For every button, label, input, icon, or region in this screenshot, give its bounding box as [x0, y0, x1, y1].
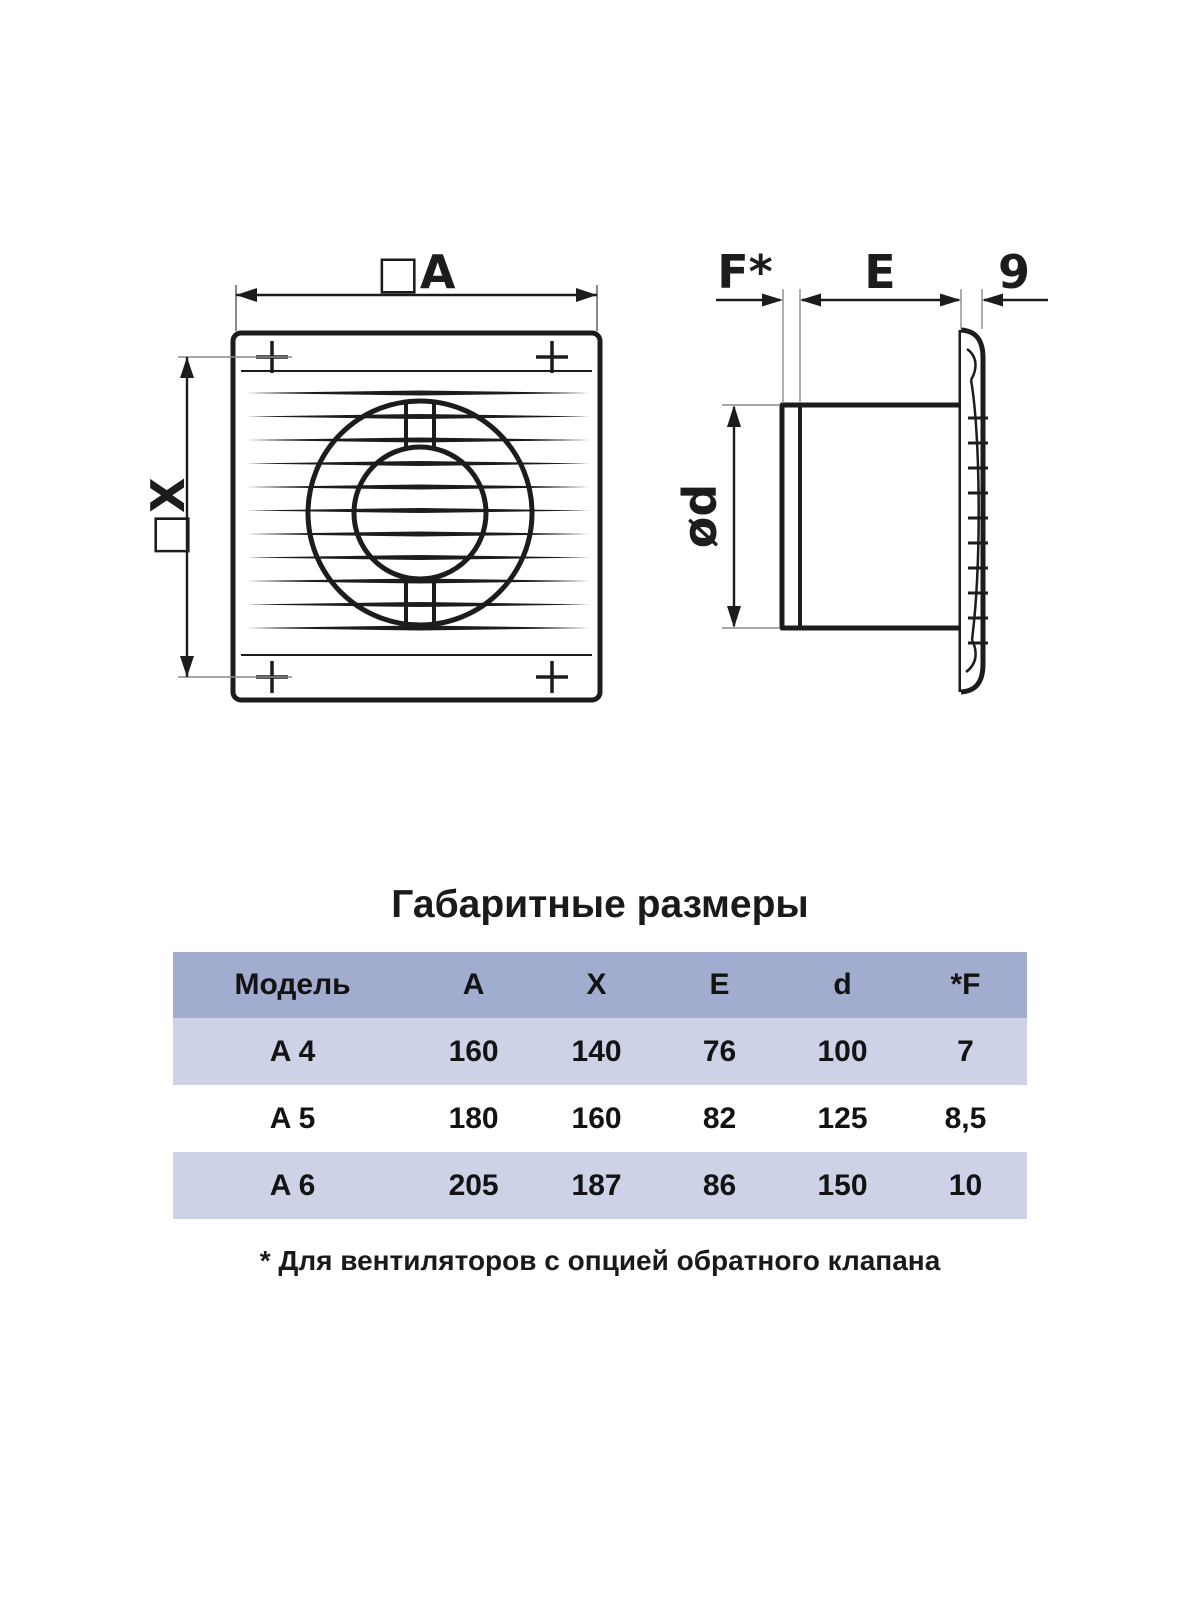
column-header-a: A: [462, 968, 485, 1001]
cell-model: A 5: [269, 1101, 316, 1135]
table-header-row: [173, 952, 1027, 1018]
column-header-x: X: [586, 968, 607, 1001]
side-view: [673, 245, 1048, 692]
panel-thickness-label: 9: [997, 245, 1031, 299]
height-label: □X: [141, 477, 195, 557]
table-row: [173, 1152, 1027, 1219]
table-row: [173, 1085, 1027, 1152]
table-footnote: * Для вентиляторов с опцией обратного клапана: [259, 1245, 941, 1276]
cell-model: A 4: [269, 1034, 316, 1068]
cell-d: 100: [817, 1034, 868, 1068]
cell-a: 205: [448, 1168, 499, 1202]
front-view: [141, 245, 600, 700]
dimension-F: [716, 245, 800, 403]
column-header-e: E: [709, 968, 730, 1001]
cell-f: 10: [948, 1168, 983, 1202]
flange-label: F*: [717, 245, 773, 299]
cell-x: 160: [571, 1101, 622, 1135]
cell-f: 8,5: [944, 1101, 987, 1135]
cell-a: 160: [448, 1034, 499, 1068]
cell-model: A 6: [269, 1168, 316, 1202]
cell-e: 82: [702, 1101, 737, 1135]
cell-f: 7: [957, 1034, 974, 1068]
dimension-A: [236, 245, 597, 331]
cell-d: 125: [817, 1101, 868, 1135]
front-panel-outline: [233, 333, 600, 700]
dimension-E: [800, 245, 961, 307]
column-header-f: *F: [950, 968, 981, 1001]
cell-x: 140: [571, 1034, 622, 1068]
width-label: □A: [376, 245, 456, 299]
cell-e: 76: [702, 1034, 737, 1068]
table-row: [173, 1018, 1027, 1085]
table-title: Габаритные размеры: [391, 883, 809, 926]
dimension-d: [673, 405, 780, 628]
cell-e: 86: [702, 1168, 737, 1202]
diameter-label: ød: [673, 483, 727, 549]
cell-d: 150: [817, 1168, 868, 1202]
column-header-d: d: [833, 968, 852, 1001]
cell-x: 187: [571, 1168, 622, 1202]
cell-a: 180: [448, 1101, 499, 1135]
dimensions-table: [173, 952, 1027, 1219]
depth-label: E: [864, 245, 896, 299]
duct-outline: [782, 405, 961, 628]
column-header-model: Модель: [234, 968, 351, 1001]
dimension-9: [961, 245, 1048, 329]
